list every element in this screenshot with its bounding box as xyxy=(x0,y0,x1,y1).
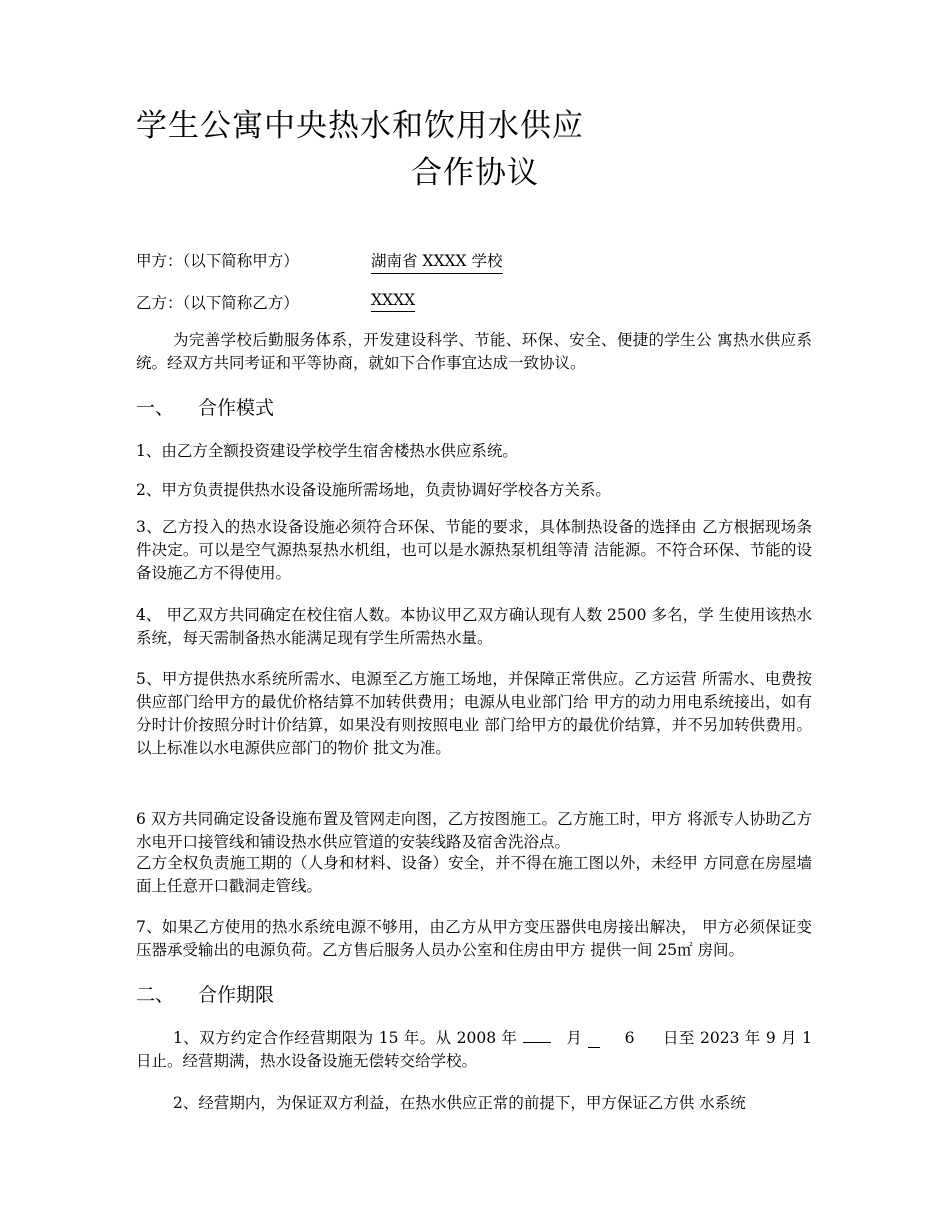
clause-2: 2、甲方负责提供热水设备设施所需场地，负责协调好学校各方关系。 xyxy=(136,481,611,499)
party-a-value: 湖南省 XXXX 学校 xyxy=(371,249,503,274)
day-blank: 6 xyxy=(588,1029,600,1048)
section-heading-cooperation-term xyxy=(136,980,274,1007)
section-number: 二、 xyxy=(136,984,175,1006)
clause-1: 1、由乙方全额投资建设学校学生宿舍楼热水供应系统。 xyxy=(136,442,518,460)
section-title: 合作期限 xyxy=(198,984,275,1006)
clause-3: 3、乙方投入的热水设备设施必须符合环保、节能的要求，具体制热设备的选择由 乙方根据现场条件决定。可以是空气源热泵热水机组，也可以是水源热泵机组等清 洁能源。不符合环保、节能的设备设施乙方不得使用。 xyxy=(136,518,812,582)
term-clause-1-text-b: 月 xyxy=(566,1029,583,1047)
clause-4: 4、 甲乙双方共同确定在校住宿人数。本协议甲乙双方确认现有人数 2500 多名，学 生使用该热水系统，每天需制备热水能满足现有学生所需热水量。 xyxy=(136,606,812,647)
term-clause-1-text-a: 1、双方约定合作经营期限为 15 年。从 2008 年 xyxy=(173,1029,518,1047)
section-heading-cooperation-mode xyxy=(136,393,274,420)
party-b-value: XXXX xyxy=(371,291,415,312)
document-title-line1: 学生公寓中央热水和饮用水供应 xyxy=(136,108,584,144)
clause-5: 5、甲方提供热水系统所需水、电源至乙方施工场地，并保障正常供应。乙方运营 所需水、电费按供应部门给甲方的最优价格结算不加转供费用；电源从电业部门给 甲方的动力用电系统接出，如有分时计价按照分时计价结算，如果没有则按照电业 部门给甲方的最优价结算，并不另加转供费用。以上标准以水电源供应部门的物价 批文为准。 xyxy=(136,670,812,757)
document-title-line2: 合作协议 xyxy=(411,155,539,191)
term-clause-2: 2、经营期内，为保证双方利益，在热水供应正常的前提下，甲方保证乙方供 水系统 xyxy=(173,1094,746,1112)
clause-6-continued: 乙方全权负责施工期的（人身和材料、设备）安全，并不得在施工图以外，未经甲 方同意在房屋墙面上任意开口戳洞走管线。 xyxy=(136,854,812,895)
section-title: 合作模式 xyxy=(198,397,275,419)
clause-6: 6 双方共同确定设备设施布置及管网走向图，乙方按图施工。乙方施工时，甲方 将派专人协助乙方水电开口接管线和铺设热水供应管道的安装线路及宿舍洗浴点。 xyxy=(136,810,812,851)
term-clause-1-text-c: 日至 2023 年 9 月 1 日止。经营期满，热水设备设施无偿转交给学校。 xyxy=(136,1029,813,1070)
party-a-label: 甲方：（以下简称甲方） xyxy=(136,252,299,270)
party-b-label: 乙方：（以下简称乙方） xyxy=(136,294,299,312)
section-number: 一、 xyxy=(136,397,175,419)
term-clause-1 xyxy=(136,1027,812,1073)
intro-paragraph: 为完善学校后勤服务体系，开发建设科学、节能、环保、安全、便捷的学生公 寓热水供应系统。经双方共同考证和平等协商，就如下合作事宜达成一致协议。 xyxy=(136,331,812,372)
clause-7: 7、如果乙方使用的热水系统电源不够用，由乙方从甲方变压器供电房接出解决， 甲方必须保证变压器承受输出的电源负荷。乙方售后服务人员办公室和住房由甲方 提供一间 25㎡ 房间。 xyxy=(136,918,812,959)
month-blank xyxy=(523,1042,551,1043)
